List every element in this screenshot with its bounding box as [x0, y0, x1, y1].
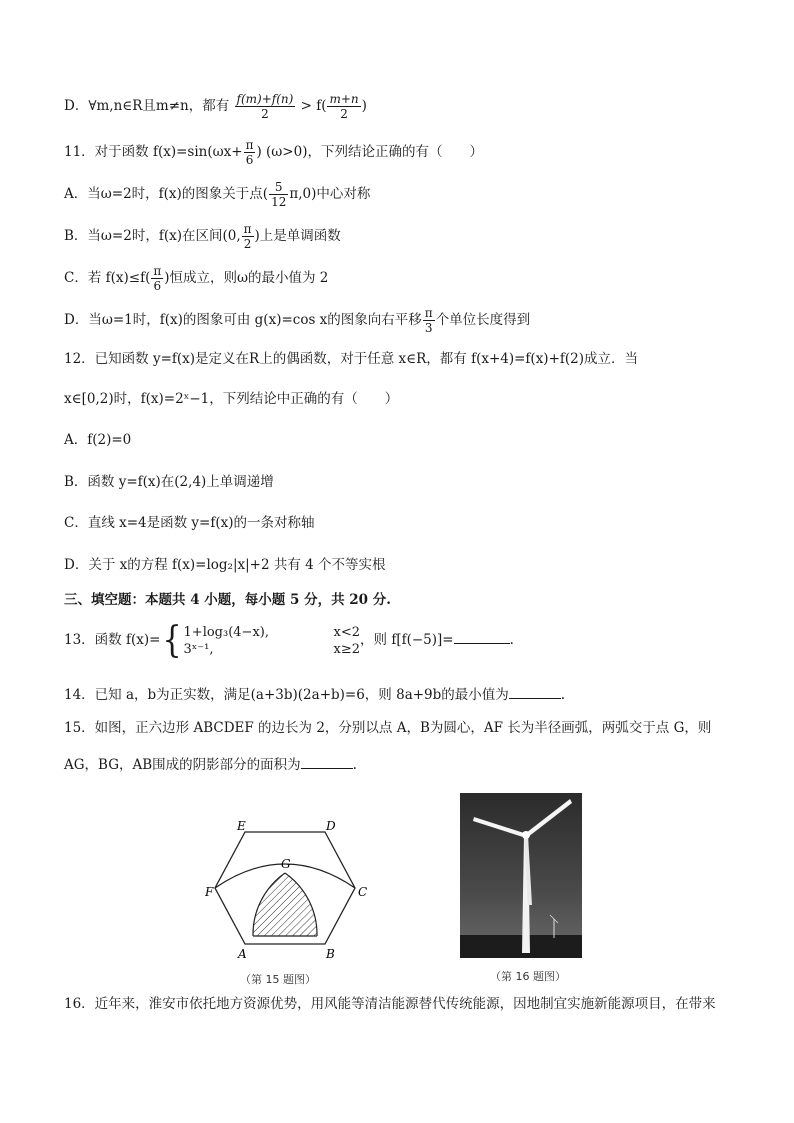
q11-stem: 11．对于函数 f(x)=sin(ωx+ $\frac{\pi}{6}$ ) (ω>0)，下列结论正确的有（ ） — [64, 138, 483, 167]
q11-a-fraction: $\frac{5}{12}$ — [271, 180, 287, 209]
label-b: B — [326, 947, 335, 961]
q10-d-fraction-2: $\frac{m+n}{2}$ — [329, 92, 359, 121]
label-f: F — [205, 885, 214, 899]
ground — [460, 935, 582, 958]
wind-turbine-image — [460, 793, 582, 958]
q11-d-fraction: $\frac{\pi}{3}$ — [424, 306, 433, 335]
q11-c-fraction: $\frac{\pi}{6}$ — [153, 264, 162, 293]
figure-16-wind-turbine-photo — [460, 793, 582, 958]
q16: 16．近年来，淮安市依托地方资源优势，用风能等清洁能源替代传统能源，因地制宜实施新能源项目，在带来 — [64, 996, 716, 1012]
q11-option-d: D．当ω=1时，f(x)的图象可由 g(x)=cos x的图象向右平移 $\frac{\pi}{3}$ 个单位长度得到 — [64, 306, 531, 335]
q11-option-c: C．若 f(x)≤f( $\frac{\pi}{6}$ )恒成立，则ω的最小值为 2 — [64, 264, 329, 293]
q13: 13．函数 f(x)={ 1+log₃(4−x), x<2 3ˣ⁻¹, x≥2 ，则 f[f(−5)]= . — [64, 618, 514, 661]
q14-answer-blank — [509, 686, 561, 699]
q10-option-d: D．∀m,n∈R且m≠n，都有 $\frac{f(m)+f(n)}{2}$ > f( $\frac{m+n}{2}$ ) — [64, 92, 367, 121]
q11-option-b: B．当ω=2时，f(x)在区间(0, $\frac{\pi}{2}$ )上是单调函数 — [64, 222, 341, 251]
section-heading: 三、填空题：本题共 4 小题，每小题 5 分，共 20 分. — [64, 592, 391, 608]
label-c: C — [358, 885, 368, 899]
q11-option-a: A．当ω=2时，f(x)的图象关于点( $\frac{5}{12}$ π,0)中心对称 — [64, 180, 371, 209]
sky-background — [460, 793, 582, 958]
q11-stem-fraction: $\frac{\pi}{6}$ — [245, 138, 254, 167]
q15-line2: AG，BG，AB围成的阴影部分的面积为 . — [64, 757, 357, 773]
q10-d-text: D．∀m,n∈R且m≠n，都有 — [64, 98, 230, 114]
label-a: A — [238, 947, 247, 961]
label-d: D — [326, 819, 336, 833]
q12-option-a: A．f(2)=0 — [64, 432, 132, 448]
shaded-region — [253, 873, 317, 936]
q12-stem-line1: 12．已知函数 y=f(x)是定义在R上的偶函数，对于任意 x∈R，都有 f(x+4)=f(x)+f(2)成立．当 — [64, 351, 638, 367]
left-brace: { — [162, 618, 182, 661]
q12-option-d: D．关于 x的方程 f(x)=log₂|x|+2 共有 4 个不等实根 — [64, 557, 386, 573]
q12-option-c: C．直线 x=4是函数 y=f(x)的一条对称轴 — [64, 515, 315, 531]
figure-15-hexagon — [205, 818, 375, 968]
hexagon-diagram — [205, 818, 375, 968]
turbine-hub — [522, 831, 530, 839]
q11-b-fraction: $\frac{\pi}{2}$ — [243, 222, 252, 251]
q15-line1: 15．如图，正六边形 ABCDEF 的边长为 2，分别以点 A，B为圆心，AF 长为半径画弧，两弧交于点 G，则 — [64, 720, 712, 736]
q14: 14．已知 a，b为正实数，满足(a+3b)(2a+b)=6，则 8a+9b的最小值为 . — [64, 687, 566, 703]
q13-answer-blank — [454, 631, 510, 644]
q13-piecewise-cases: 1+log₃(4−x), x<2 3ˣ⁻¹, x≥2 — [183, 624, 361, 657]
q10-d-fraction-1: $\frac{f(m)+f(n)}{2}$ — [236, 92, 294, 121]
q12-option-b: B．函数 y=f(x)在(2,4)上单调递增 — [64, 474, 274, 490]
figure-16-caption: （第 16 题图） — [490, 970, 566, 983]
q15-answer-blank — [301, 756, 353, 769]
label-g: G — [281, 857, 291, 871]
q12-stem-line2: x∈[0,2)时，f(x)=2ˣ−1，下列结论中正确的有（ ） — [64, 391, 399, 407]
label-e: E — [237, 819, 246, 833]
figure-15-caption: （第 15 题图） — [240, 973, 316, 986]
